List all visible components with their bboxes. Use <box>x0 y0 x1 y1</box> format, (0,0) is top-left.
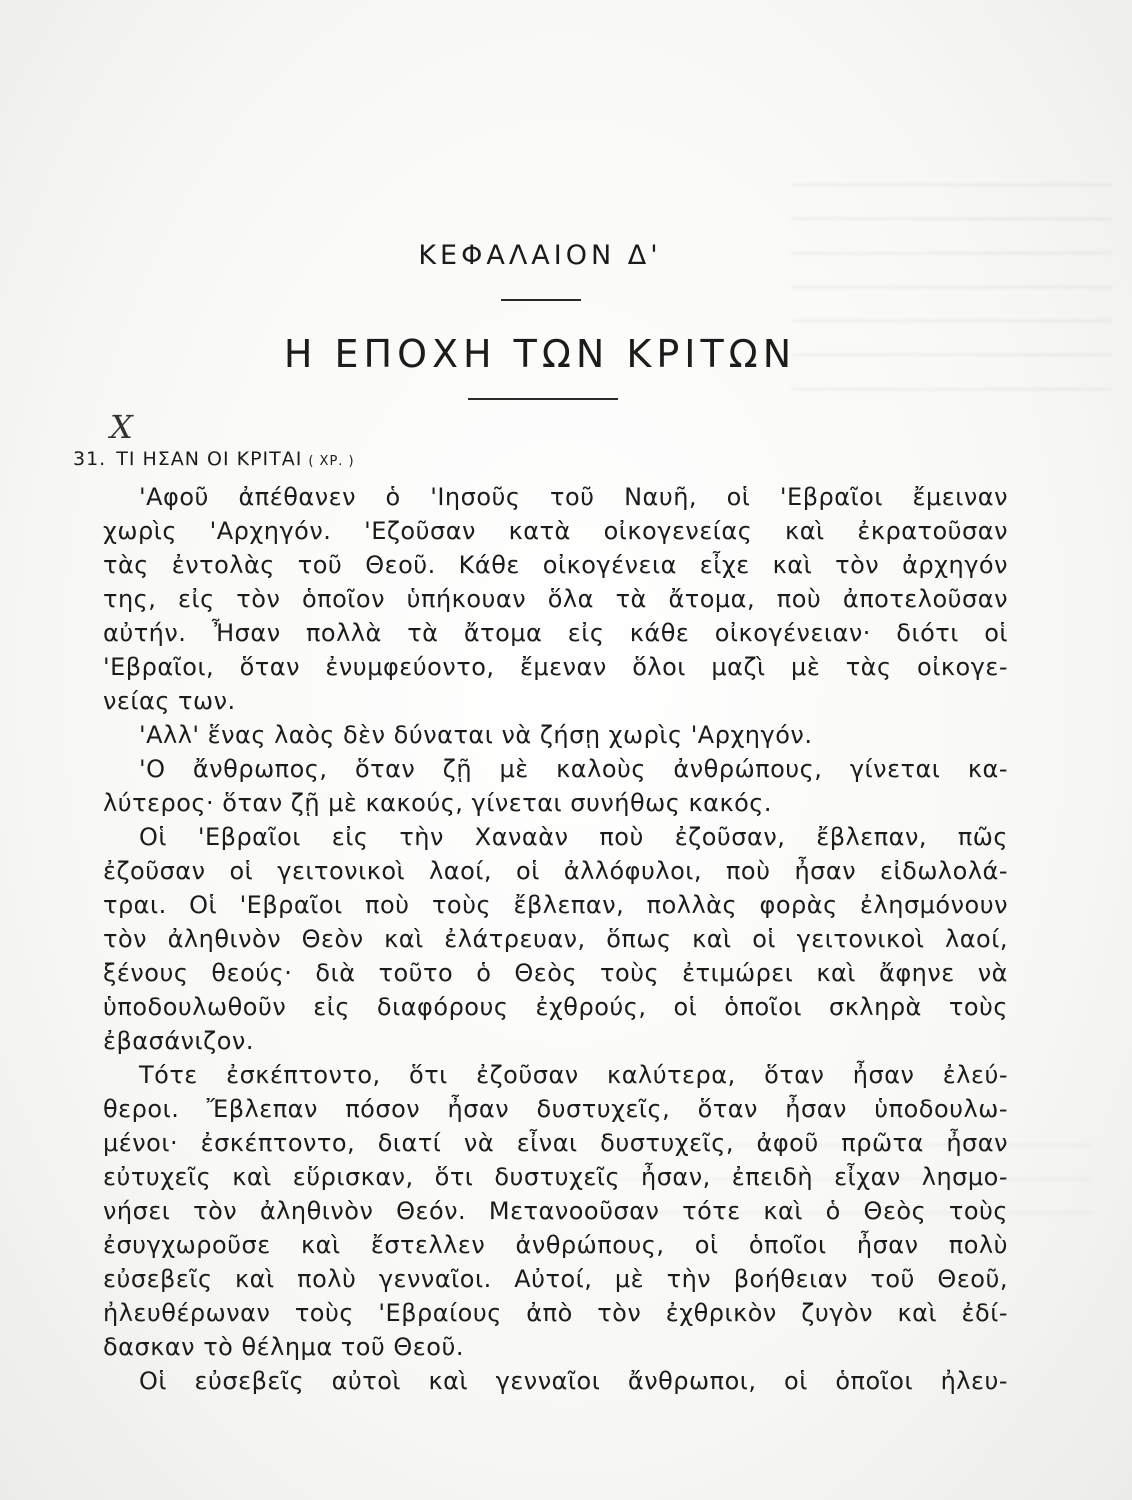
body-text <box>103 480 1008 1398</box>
text-line: εὐσεβεῖς καὶ πολὺ γενναῖοι. Αὐτοί, μὲ τὴν βοήθειαν τοῦ Θεοῦ, <box>103 1265 1008 1293</box>
text-line: τὰς ἐντολὰς τοῦ Θεοῦ. Κάθε οἰκογένεια εἶχε καὶ τὸν ἀρχηγόν <box>103 551 1008 579</box>
section-number: 31. <box>73 448 107 470</box>
text-line: Οἱ 'Εβραῖοι εἰς τὴν Χαναὰν ποὺ ἐζοῦσαν, ἔβλεπαν, πῶς <box>139 823 1008 851</box>
text-line: τὸν ἀληθινὸν Θεὸν καὶ ἐλάτρευαν, ὅπως καὶ οἱ γειτονικοὶ λαοί, <box>103 925 1008 953</box>
text-line: χωρὶς 'Αρχηγόν. 'Εζοῦσαν κατὰ οἰκογενείας καὶ ἐκρατοῦσαν <box>103 517 1008 545</box>
text-line: ἠλευθέρωναν τοὺς 'Εβραίους ἀπὸ τὸν ἐχθρικὸν ζυγὸν καὶ ἐδί- <box>103 1299 1008 1327</box>
chapter-heading: ΚΕΦΑΛΑΙΟΝ Δ' <box>418 240 662 271</box>
text-line: δασκαν τὸ θέλημα τοῦ Θεοῦ. <box>103 1333 464 1361</box>
text-line: τραι. Οἱ 'Εβραῖοι ποὺ τοὺς ἔβλεπαν, πολλὰς φορὰς ἐλησμόνουν <box>103 891 1008 919</box>
chapter-divider <box>501 299 581 301</box>
text-line: ξένους θεούς· διὰ τοῦτο ὁ Θεὸς τοὺς ἐτιμώρει καὶ ἄφηνε νὰ <box>103 959 1008 987</box>
handwritten-margin-mark: X <box>110 408 133 446</box>
text-line: 'Αφοῦ ἀπέθανεν ὁ 'Ιησοῦς τοῦ Ναυῆ, οἱ 'Εβραῖοι ἔμειναν <box>139 483 1008 511</box>
text-line: εὐτυχεῖς καὶ εὕρισκαν, ὅτι δυστυχεῖς ἦσαν, ἐπειδὴ εἶχαν λησμο- <box>103 1163 1008 1191</box>
text-line: Οἱ εὐσεβεῖς αὐτοὶ καὶ γενναῖοι ἄνθρωποι, οἱ ὁποῖοι ἠλευ- <box>139 1367 1008 1395</box>
text-line: λύτερος· ὅταν ζῇ μὲ κακούς, γίνεται συνήθως κακός. <box>103 789 772 817</box>
text-line: ἐζοῦσαν οἱ γειτονικοὶ λαοί, οἱ ἀλλόφυλοι, ποὺ ἦσαν εἰδωλολά- <box>103 857 1008 885</box>
text-line: νήσει τὸν ἀληθινὸν Θεόν. Μετανοοῦσαν τότε καὶ ὁ Θεὸς τοὺς <box>103 1197 1008 1225</box>
text-line: θεροι. Ἔβλεπαν πόσον ἦσαν δυστυχεῖς, ὅταν ἦσαν ὑποδουλω- <box>103 1095 1008 1123</box>
section-heading <box>73 448 355 470</box>
chapter-title: Η ΕΠΟΧΗ ΤΩΝ ΚΡΙΤΩΝ <box>283 332 797 376</box>
text-line: 'Ο ἄνθρωπος, ὅταν ζῇ μὲ καλοὺς ἀνθρώπους, γίνεται κα- <box>139 755 1008 783</box>
text-line: Τότε ἐσκέπτοντο, ὅτι ἐζοῦσαν καλύτερα, ὅταν ἦσαν ἐλεύ- <box>139 1061 1008 1089</box>
text-line: μένοι· ἐσκέπτοντο, διατί νὰ εἶναι δυστυχεῖς, ἀφοῦ πρῶτα ἦσαν <box>103 1129 1008 1157</box>
text-line: 'Αλλ' ἕνας λαὸς δὲν δύναται νὰ ζήσῃ χωρὶς 'Αρχηγόν. <box>139 721 813 749</box>
section-title: ΤΙ ΗΣΑΝ ΟΙ ΚΡΙΤΑΙ <box>116 448 303 470</box>
text-line: 'Εβραῖοι, ὅταν ἐνυμφεύοντο, ἔμεναν ὅλοι μαζὶ μὲ τὰς οἰκογε- <box>103 653 1008 681</box>
text-line: αὐτήν. Ἦσαν πολλὰ τὰ ἄτομα εἰς κάθε οἰκογένειαν· διότι οἱ <box>103 619 1008 647</box>
text-line: της, εἰς τὸν ὁποῖον ὑπήκουαν ὅλα τὰ ἄτομα, ποὺ ἀποτελοῦσαν <box>103 585 1008 613</box>
text-line: ἐσυγχωροῦσε καὶ ἔστελλεν ἀνθρώπους, οἱ ὁποῖοι ἦσαν πολὺ <box>103 1231 1008 1259</box>
text-line: νείας των. <box>103 687 236 715</box>
text-line: ἐβασάνιζον. <box>103 1027 254 1055</box>
text-line: ὑποδουλωθοῦν εἰς διαφόρους ἐχθρούς, οἱ ὁποῖοι σκληρὰ τοὺς <box>103 993 1008 1021</box>
section-tag: ( ΧΡ. ) <box>308 454 355 469</box>
title-divider <box>468 398 618 400</box>
